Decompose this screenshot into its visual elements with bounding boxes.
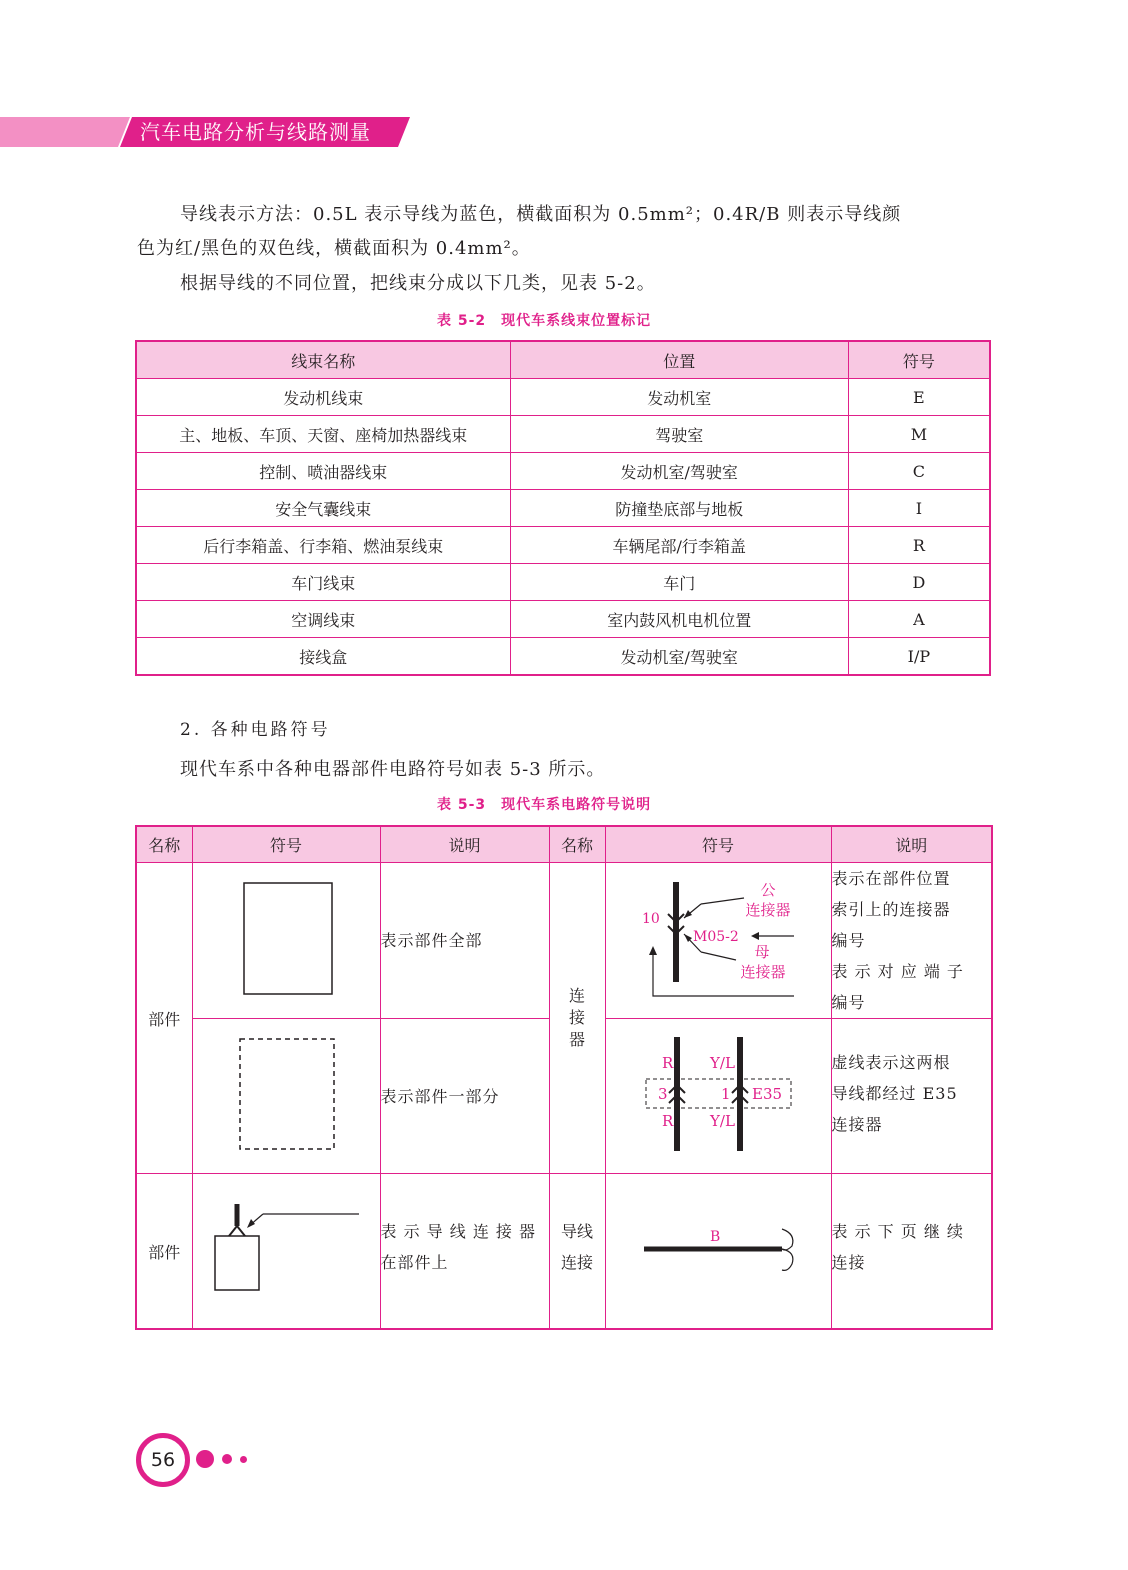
desc-connector-index <box>831 863 992 1019</box>
desc-connector-on-component <box>380 1174 549 1330</box>
wire-name-cell <box>549 1174 605 1330</box>
harness-name: 发动机线束 <box>136 379 510 416</box>
desc-line: 表 示 导 线 连 接 器 <box>380 1222 537 1241</box>
connector-name: 连接器 <box>568 986 585 1049</box>
desc-continued-wire <box>831 1174 992 1330</box>
label-wire-color-b: B <box>709 1229 720 1245</box>
continued-wire-symbol <box>606 1174 832 1324</box>
harness-name: 主、地板、车顶、天窗、座椅加热器线束 <box>136 416 510 453</box>
symbol-connector-on-component <box>192 1174 380 1330</box>
desc-partial-component: 表示部件一部分 <box>380 1019 549 1174</box>
footer-dot-large <box>196 1450 214 1468</box>
desc-line: 导线都经过 E35 <box>831 1084 958 1103</box>
table-row <box>136 564 990 601</box>
harness-symbol: E <box>848 379 990 416</box>
table-header-row <box>136 826 992 863</box>
table-row <box>136 527 990 564</box>
table-row <box>136 638 990 676</box>
desc-whole-component: 表示部件全部 <box>380 863 549 1019</box>
harness-location: 防撞垫底部与地板 <box>510 490 848 527</box>
desc-line: 在部件上 <box>380 1253 449 1272</box>
table53-caption: 表 5-3 现代车系电路符号说明 <box>437 797 652 813</box>
component-name-cell <box>136 863 192 1174</box>
circuit-symbol-table <box>135 825 993 1330</box>
label-connector-e35: E35 <box>751 1085 782 1103</box>
table-row <box>136 379 990 416</box>
paragraph-harness-classification: 根据导线的不同位置，把线束分成以下几类，见表 5-2。 <box>180 273 656 294</box>
table-row <box>136 453 990 490</box>
desc-line: 索引上的连接器 <box>831 900 951 919</box>
paragraph-wire-notation-line1: 导线表示方法：0.5L 表示导线为蓝色，横截面积为 0.5mm²；0.4R/B 则表示导线颜 <box>180 204 902 225</box>
footer-dot-small <box>240 1456 247 1463</box>
desc-line: 连接器 <box>831 1115 883 1134</box>
harness-name: 车门线束 <box>136 564 510 601</box>
harness-name: 接线盒 <box>136 638 510 676</box>
component-name-cell <box>136 1174 192 1330</box>
footer-dot-medium <box>222 1454 232 1464</box>
harness-name: 后行李箱盖、行李箱、燃油泵线束 <box>136 527 510 564</box>
desc-line: 编号 <box>831 931 866 950</box>
table-row <box>136 1174 992 1330</box>
symbol-connector-index <box>605 863 831 1019</box>
harness-symbol: A <box>848 601 990 638</box>
harness-location: 发动机室 <box>510 379 848 416</box>
harness-location: 驾驶室 <box>510 416 848 453</box>
paragraph-wire-notation-line2: 色为红/黑色的双色线，横截面积为 0.4mm²。 <box>137 238 531 259</box>
desc-line: 虚线表示这两根 <box>831 1053 951 1072</box>
book-title: 汽车电路分析与线路测量 <box>140 120 371 144</box>
harness-symbol: M <box>848 416 990 453</box>
table52-caption: 表 5-2 现代车系线束位置标记 <box>437 313 652 329</box>
label-wire-yl-bottom: Y/L <box>709 1112 735 1130</box>
connector-index-symbol <box>606 864 832 1014</box>
symbol-continued-wire <box>605 1174 831 1330</box>
table-row <box>136 863 992 1019</box>
paragraph-symbol-intro: 现代车系中各种电器部件电路符号如表 5-3 所示。 <box>180 759 606 780</box>
harness-symbol: I/P <box>848 638 990 676</box>
desc-line: 表 示 对 应 端 子 <box>831 962 964 981</box>
label-wire-yl-top: Y/L <box>709 1054 735 1072</box>
header-harness-name: 线束名称 <box>136 341 510 379</box>
harness-location: 发动机室/驾驶室 <box>510 453 848 490</box>
header-name: 名称 <box>549 826 605 863</box>
label-pin-number: 10 <box>641 910 660 927</box>
harness-location-table <box>135 340 991 676</box>
harness-name: 安全气囊线束 <box>136 490 510 527</box>
header-name: 名称 <box>136 826 192 863</box>
whole-component-symbol <box>193 864 381 1014</box>
desc-line: 表 示 下 页 继 续 <box>831 1222 964 1241</box>
wire-connection-name: 导线连接 <box>560 1222 593 1272</box>
symbol-whole-component <box>192 863 380 1019</box>
header-symbol: 符号 <box>192 826 380 863</box>
harness-symbol: D <box>848 564 990 601</box>
section-heading-circuit-symbols: 2. 各种电路符号 <box>180 720 331 740</box>
desc-line: 连接 <box>831 1253 866 1272</box>
harness-location: 车辆尾部/行李箱盖 <box>510 527 848 564</box>
symbol-shared-connector <box>605 1019 831 1174</box>
symbol-partial-component <box>192 1019 380 1174</box>
harness-location: 车门 <box>510 564 848 601</box>
harness-name: 控制、喷油器线束 <box>136 453 510 490</box>
harness-location: 发动机室/驾驶室 <box>510 638 848 676</box>
component-name: 部件 <box>148 1009 181 1029</box>
label-male: 公 <box>759 880 776 899</box>
harness-symbol: I <box>848 490 990 527</box>
harness-symbol: C <box>848 453 990 490</box>
desc-line: 表示在部件位置 <box>831 869 951 888</box>
label-wire-r-top: R <box>661 1054 673 1072</box>
label-female: 母 <box>753 942 770 961</box>
header-location: 位置 <box>510 341 848 379</box>
header-symbol: 符号 <box>848 341 990 379</box>
component-name: 部件 <box>148 1242 181 1262</box>
harness-symbol: R <box>848 527 990 564</box>
label-terminal-3: 3 <box>657 1085 668 1103</box>
label-female-connector: 连接器 <box>739 962 786 981</box>
label-wire-r-bottom: R <box>661 1112 673 1130</box>
desc-line: 编号 <box>831 993 866 1012</box>
harness-name: 空调线束 <box>136 601 510 638</box>
label-connector-id: M05-2 <box>692 928 739 945</box>
label-male-connector: 连接器 <box>744 900 791 919</box>
header-symbol: 符号 <box>605 826 831 863</box>
connector-name-cell <box>549 863 605 1174</box>
harness-location: 室内鼓风机电机位置 <box>510 601 848 638</box>
desc-shared-connector <box>831 1019 992 1174</box>
connector-on-component-symbol <box>193 1174 381 1324</box>
table-row <box>136 490 990 527</box>
page-number: 56 <box>150 1449 176 1471</box>
header-description: 说明 <box>831 826 992 863</box>
shared-connector-symbol <box>606 1019 832 1169</box>
partial-component-symbol <box>193 1019 381 1169</box>
table-row <box>136 601 990 638</box>
table-header-row <box>136 341 990 379</box>
table-row <box>136 416 990 453</box>
label-terminal-1: 1 <box>720 1085 731 1103</box>
header-description: 说明 <box>380 826 549 863</box>
